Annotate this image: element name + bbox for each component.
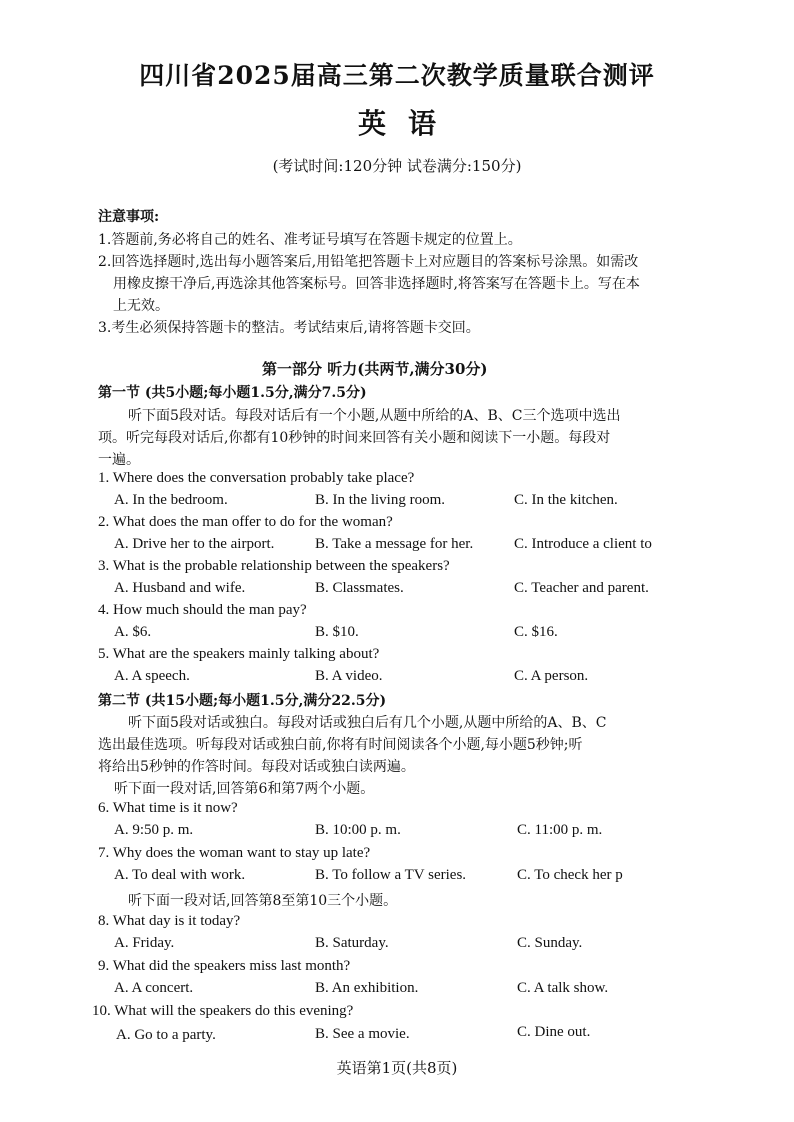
q1-option-c: C. In the kitchen.: [514, 492, 618, 508]
q7-option-c: C. To check her p: [517, 867, 623, 883]
q8-option-c: C. Sunday.: [517, 935, 583, 951]
section1-heading: 第一节 (共5小题;每小题1.5分,满分7.5分): [98, 385, 367, 401]
q4-option-b: B. $10.: [315, 624, 359, 640]
note-q6-7: 听下面一段对话,回答第6和第7两个小题。: [114, 781, 375, 797]
question-2: 2. What does the man offer to do for the woman?: [98, 514, 393, 530]
q1-option-b: B. In the living room.: [315, 492, 445, 508]
q2-option-b: B. Take a message for her.: [315, 536, 474, 552]
question-9: 9. What did the speakers miss last month?: [98, 958, 351, 974]
section1-instruction-3: 一遍。: [98, 452, 140, 468]
notice-item-2-cont: 用橡皮擦干净后,再选涂其他答案标号。回答非选择题时,将答案写在答题卡上。写在本: [113, 276, 640, 292]
q4-option-c: C. $16.: [514, 624, 558, 640]
question-3: 3. What is the probable relationship between the speakers?: [98, 558, 450, 574]
q4-option-a: A. $6.: [114, 624, 152, 640]
page-footer: 英语第1页(共8页): [336, 1059, 458, 1077]
q10-option-c: C. Dine out.: [517, 1024, 591, 1040]
q7-option-b: B. To follow a TV series.: [315, 867, 467, 883]
subject-title: 英语: [357, 107, 458, 140]
notice-item-2: 2.回答选择题时,选出每小题答案后,用铅笔把答题卡上对应题目的答案标号涂黑。如需改: [98, 254, 639, 270]
q6-option-b: B. 10:00 p. m.: [315, 822, 401, 838]
section2-heading: 第二节 (共15小题;每小题1.5分,满分22.5分): [98, 693, 387, 709]
question-8: 8. What day is it today?: [98, 913, 241, 929]
notice-heading: 注意事项:: [98, 209, 160, 225]
q10-option-a: A. Go to a party.: [116, 1027, 216, 1043]
question-7: 7. Why does the woman want to stay up late?: [98, 845, 371, 861]
q8-option-a: A. Friday.: [114, 935, 175, 951]
question-10: 10. What will the speakers do this evening?: [92, 1003, 354, 1019]
q5-option-c: C. A person.: [514, 668, 589, 684]
q3-option-a: A. Husband and wife.: [114, 580, 246, 596]
notice-item-1: 1.答题前,务必将自己的姓名、准考证号填写在答题卡规定的位置上。: [98, 232, 522, 248]
q8-option-b: B. Saturday.: [315, 935, 389, 951]
notice-item-2-end: 上无效。: [113, 298, 169, 314]
question-4: 4. How much should the man pay?: [98, 602, 307, 618]
section2-instruction-1: 听下面5段对话或独白。每段对话或独白后有几个小题,从题中所给的A、B、C: [128, 715, 607, 731]
q9-option-b: B. An exhibition.: [315, 980, 419, 996]
part1-heading: 第一部分 听力(共两节,满分30分): [262, 360, 488, 378]
note-q8-10: 听下面一段对话,回答第8至第10三个小题。: [128, 893, 398, 909]
q2-option-c: C. Introduce a client to: [514, 536, 652, 552]
q10-option-b: B. See a movie.: [315, 1026, 410, 1042]
question-1: 1. Where does the conversation probably take place?: [98, 470, 415, 486]
q2-option-a: A. Drive her to the airport.: [114, 536, 275, 552]
q5-option-a: A. A speech.: [114, 668, 190, 684]
exam-title: 四川省2025届高三第二次教学质量联合测评: [139, 61, 655, 90]
notice-item-3: 3.考生必须保持答题卡的整洁。考试结束后,请将答题卡交回。: [98, 320, 480, 336]
q1-option-a: A. In the bedroom.: [114, 492, 228, 508]
question-5: 5. What are the speakers mainly talking about?: [98, 646, 380, 662]
section2-instruction-2: 选出最佳选项。听每段对话或独白前,你将有时间阅读各个小题,每小题5秒钟;听: [98, 737, 583, 753]
q9-option-c: C. A talk show.: [517, 980, 609, 996]
q3-option-b: B. Classmates.: [315, 580, 404, 596]
exam-info: (考试时间:120分钟 试卷满分:150分): [272, 157, 522, 175]
q6-option-c: C. 11:00 p. m.: [517, 822, 603, 838]
q5-option-b: B. A video.: [315, 668, 383, 684]
section1-instruction-1: 听下面5段对话。每段对话后有一个小题,从题中所给的A、B、C三个选项中选出: [128, 408, 621, 424]
q3-option-c: C. Teacher and parent.: [514, 580, 649, 596]
section1-instruction-2: 项。听完每段对话后,你都有10秒钟的时间来回答有关小题和阅读下一小题。每段对: [98, 430, 611, 446]
q7-option-a: A. To deal with work.: [114, 867, 246, 883]
section2-instruction-3: 将给出5秒钟的作答时间。每段对话或独白读两遍。: [98, 759, 415, 775]
question-6: 6. What time is it now?: [98, 800, 238, 816]
q9-option-a: A. A concert.: [114, 980, 194, 996]
q6-option-a: A. 9:50 p. m.: [114, 822, 194, 838]
